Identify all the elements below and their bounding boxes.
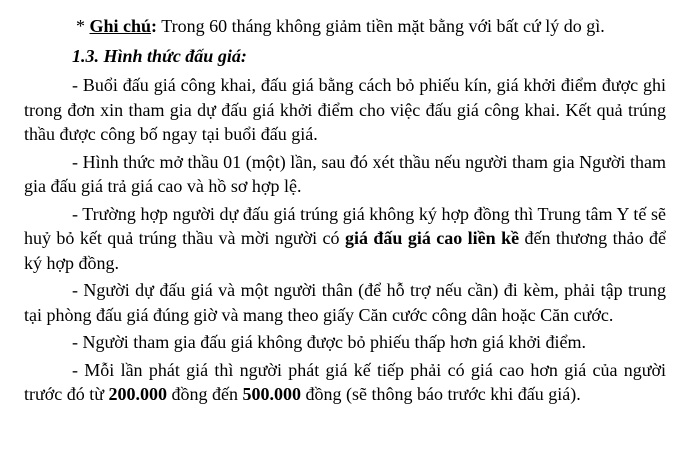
paragraph-opening-form: - Hình thức mở thầu 01 (một) lần, sau đó xét thầu nếu người tham gia Người tham gia đấu giá trả giá cao và hồ sơ hợp lệ. [24, 151, 666, 196]
note-text: Trong 60 tháng không giảm tiền mặt bằng với bất cứ lý do gì. [157, 16, 605, 36]
note-colon: : [151, 16, 158, 36]
p6-text-b: đồng đến [167, 384, 243, 404]
paragraph-public-auction: - Buổi đấu giá công khai, đấu giá bằng cách bỏ phiếu kín, giá khởi điểm được ghi trong đơn xin tham gia dự đấu giá khởi điểm cho việc đấu giá công khai. Kết quả trúng thầu được công bố ngay tại buổi đấu giá. [24, 75, 666, 144]
paragraph-contract-refusal [24, 202, 666, 276]
p6-text-c: đồng (sẽ thông báo trước khi đấu giá). [301, 384, 581, 404]
note-label: Ghi chú [89, 16, 152, 36]
p6-amount-min: 200.000 [108, 384, 168, 404]
note-paragraph [24, 14, 666, 39]
paragraph-bid-increment [24, 358, 666, 407]
paragraph-attendance: - Người dự đấu giá và một người thân (để hỗ trợ nếu cần) đi kèm, phải tập trung tại phòng đấu giá đúng giờ và mang theo giấy Căn cước công dân hoặc Căn cước. [24, 280, 666, 325]
p3-bold-phrase: giá đấu giá cao liền kề [344, 228, 520, 248]
p6-amount-max: 500.000 [242, 384, 302, 404]
paragraph-minimum-bid: - Người tham gia đấu giá không được bỏ phiếu thấp hơn giá khởi điểm. [72, 332, 586, 352]
p3-text-after: đến thương thảo để ký hợp đồng. [24, 228, 667, 273]
note-star: * [76, 16, 90, 36]
p6-text-a: - Mỗi lần phát giá thì người phát giá kế tiếp phải có giá cao hơn giá của người trước đó từ [24, 359, 666, 404]
p3-text-before: - Trường hợp người dự đấu giá trúng giá không ký hợp đồng thì Trung tâm Y tế sẽ huỷ bỏ kết quả trúng thầu và mời người có [24, 203, 666, 248]
section-heading: 1.3. Hình thức đấu giá: [72, 45, 247, 66]
